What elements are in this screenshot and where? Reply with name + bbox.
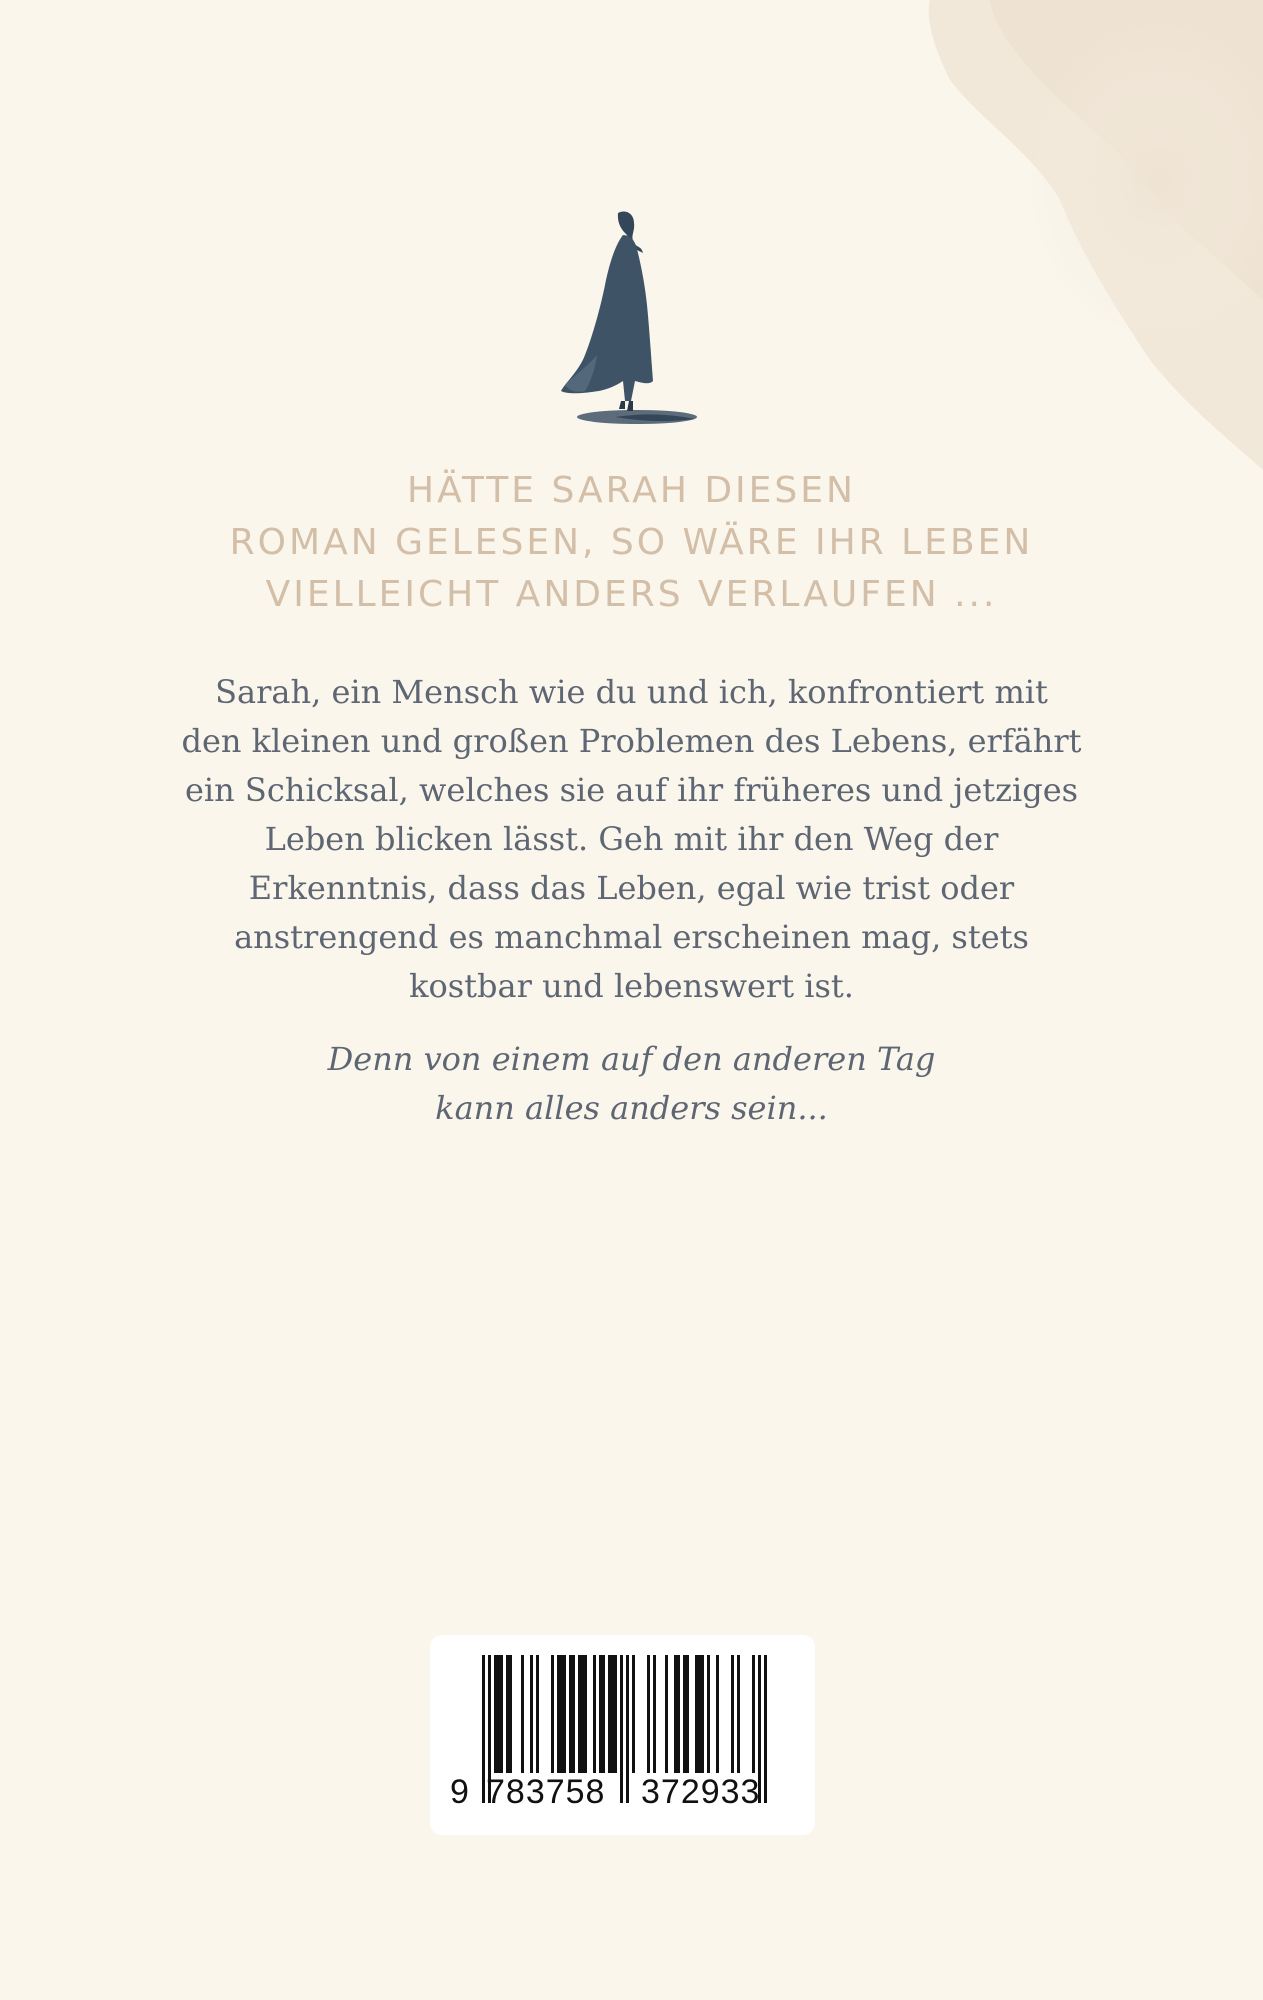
barcode-bar xyxy=(509,1655,512,1773)
tagline-line-3: VIELLEICHT ANDERS VERLAUFEN ... xyxy=(265,574,998,615)
barcode-bar xyxy=(572,1655,575,1773)
walking-woman-silhouette-icon xyxy=(545,205,715,430)
blurb-line-5: Erkenntnis, dass das Leben, egal wie trist oder xyxy=(248,869,1015,907)
barcode-bar xyxy=(674,1655,677,1773)
barcode-lead-digit: 9 xyxy=(450,1773,469,1811)
barcode-bar xyxy=(665,1655,668,1773)
barcode-bar xyxy=(647,1655,650,1773)
barcode-bar xyxy=(707,1655,710,1773)
blurb-line-2: den kleinen und großen Problemen des Lebens, erfährt xyxy=(181,722,1082,760)
barcode-bar xyxy=(602,1655,605,1773)
barcode-bar xyxy=(569,1655,572,1773)
blurb-line-6: anstrengend es manchmal erscheinen mag, stets xyxy=(234,918,1029,956)
blurb-line-3: ein Schicksal, welches sie auf ihr früheres und jetziges xyxy=(184,771,1079,809)
barcode-bar xyxy=(608,1655,611,1773)
barcode-bar xyxy=(686,1655,689,1773)
barcode-bar xyxy=(698,1655,701,1773)
barcode-bar xyxy=(500,1655,503,1773)
closing-line-2: kann alles anders sein... xyxy=(435,1089,828,1127)
tagline-line-1: HÄTTE SARAH DIESEN xyxy=(407,470,856,511)
barcode-bar xyxy=(593,1655,596,1773)
barcode-bar xyxy=(716,1655,719,1773)
barcode-bar xyxy=(536,1655,539,1773)
barcode-bar xyxy=(632,1655,635,1773)
barcode-bar xyxy=(560,1655,563,1773)
isbn-barcode xyxy=(430,1635,815,1835)
barcode-bar xyxy=(557,1655,560,1773)
barcode-bar xyxy=(737,1655,740,1773)
blurb-line-7: kostbar und lebenswert ist. xyxy=(409,967,854,1005)
barcode-bar xyxy=(494,1655,497,1773)
closing-quote xyxy=(170,1035,1093,1133)
barcode-bar xyxy=(497,1655,500,1773)
barcode-bar xyxy=(551,1655,554,1773)
tagline-line-2: ROMAN GELESEN, SO WÄRE IHR LEBEN xyxy=(229,522,1034,563)
blurb-line-4: Leben blicken lässt. Geh mit ihr den Weg der xyxy=(264,820,999,858)
blurb-line-1: Sarah, ein Mensch wie du und ich, konfrontiert mit xyxy=(215,673,1048,711)
barcode-bar xyxy=(731,1655,734,1773)
barcode-bar xyxy=(581,1655,584,1773)
barcode-bar xyxy=(683,1655,686,1773)
barcode-bar xyxy=(530,1655,533,1773)
blurb-text xyxy=(170,668,1093,1011)
barcode-number xyxy=(446,1772,806,1812)
barcode-bar xyxy=(578,1655,581,1773)
closing-line-1: Denn von einem auf den anderen Tag xyxy=(327,1040,936,1078)
barcode-group-2: 372933 xyxy=(641,1773,761,1811)
barcode-bar xyxy=(701,1655,704,1773)
barcode-bar xyxy=(677,1655,680,1773)
barcode-bar xyxy=(521,1655,524,1773)
barcode-bar xyxy=(653,1655,656,1773)
barcode-bar xyxy=(599,1655,602,1773)
barcode-group-1: 783758 xyxy=(486,1773,606,1811)
barcode-bar xyxy=(584,1655,587,1773)
barcode-bar xyxy=(614,1655,617,1773)
barcode-bar xyxy=(611,1655,614,1773)
barcode-bar xyxy=(506,1655,509,1773)
barcode-bar xyxy=(563,1655,566,1773)
barcode-bar xyxy=(752,1655,755,1773)
barcode-bar xyxy=(695,1655,698,1773)
tagline xyxy=(0,465,1263,621)
